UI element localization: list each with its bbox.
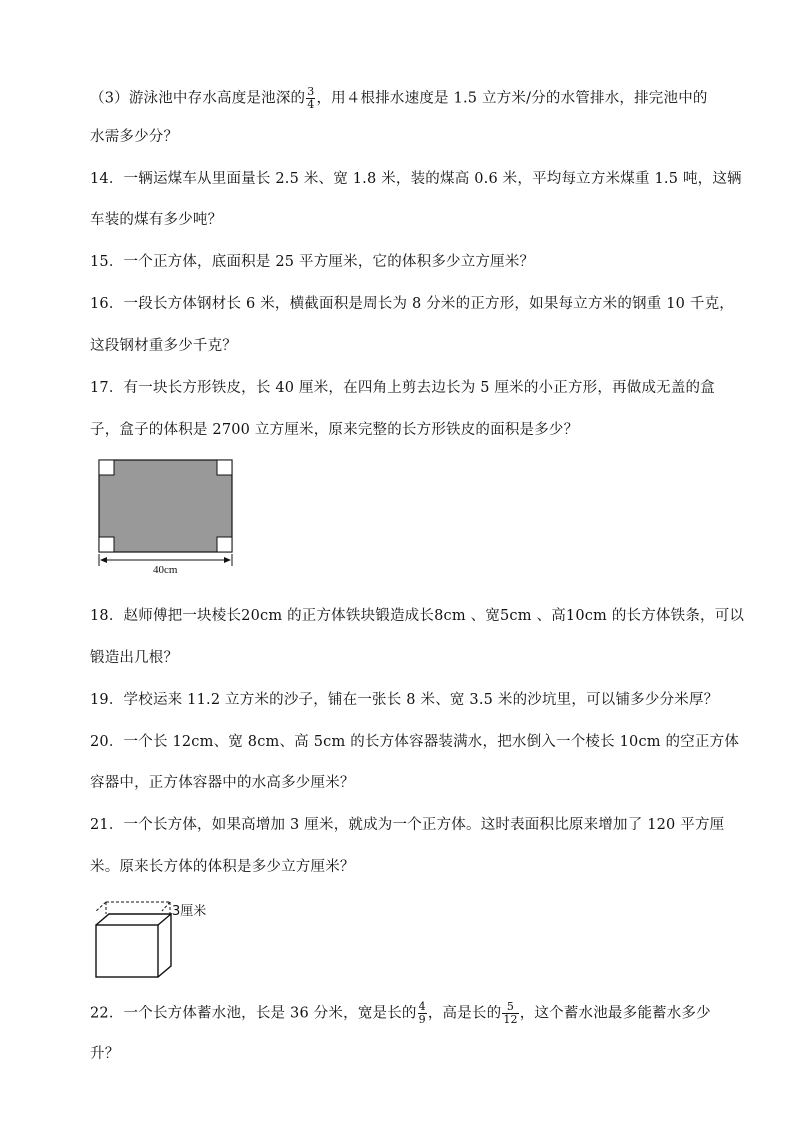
q22-text-b: ，高是长的 [427, 1005, 502, 1022]
corner-square-tr [217, 460, 232, 475]
q13-3-line1 [90, 86, 708, 111]
q15-line1: 15．一个正方体，底面积是 25 平方厘米，它的体积多少立方厘米？ [90, 254, 535, 270]
q21-height-label: 3厘米 [172, 904, 207, 919]
corner-square-bl [99, 537, 114, 552]
q14-line1: 14．一辆运煤车从里面量长 2.5 米、宽 1.8 米，装的煤高 0.6 米，平均每立方米煤重 1.5 吨，这辆 [90, 171, 742, 187]
q17-sheet-diagram [95, 456, 240, 576]
q13-3-text-a: （3）游泳池中存水高度是池深的 [90, 90, 306, 107]
q16-line2: 这段钢材重多少千克？ [90, 338, 237, 354]
q21-line1: 21．一个长方体，如果高增加 3 厘米，就成为一个正方体。这时表面积比原来增加了 120 平方厘 [90, 817, 725, 833]
q17-dimension-label: 40cm [153, 564, 178, 576]
q17-line1: 17．有一块长方形铁皮，长 40 厘米，在四角上剪去边长为 5 厘米的小正方形，再做成无盖的盒 [90, 380, 715, 396]
q13-3-line2: 水需多少分？ [90, 129, 179, 145]
cuboid-top-face [96, 914, 171, 925]
fraction-3-4: $\frac{3}{4}$ [307, 85, 315, 111]
arrow-left-icon [100, 557, 107, 563]
q19-line1: 19．学校运来 11.2 立方米的沙子，铺在一张长 8 米、宽 3.5 米的沙坑里，可以铺多少分米厚？ [90, 692, 719, 708]
sheet-rect [99, 460, 232, 552]
q22-text-c: ，这个蓄水池最多能蓄水多少 [519, 1005, 711, 1022]
q21-line2: 米。原来长方体的体积是多少立方厘米？ [90, 859, 355, 875]
corner-square-br [217, 537, 232, 552]
added-top-left [96, 902, 106, 911]
q20-line1: 20．一个长 12cm、宽 8cm、高 5cm 的长方体容器装满水，把水倒入一个棱长 10cm 的空正方体 [90, 734, 740, 750]
q18-line2: 锻造出几根？ [90, 650, 179, 666]
fraction-4-9: $\frac{4}{9}$ [418, 1000, 426, 1026]
q21-cuboid-diagram [92, 897, 232, 983]
cuboid-front-face [96, 925, 158, 977]
fraction-5-12: $\frac{5}{12}$ [503, 1000, 518, 1026]
q22-line2: 升？ [90, 1046, 120, 1062]
q22-line1 [90, 1001, 711, 1026]
q22-text-a: 22．一个长方体蓄水池，长是 36 分米，宽是长的 [90, 1005, 417, 1022]
q13-3-text-b: ，用４根排水速度是 1.5 立方米/分的水管排水，排完池中的 [316, 90, 708, 107]
q16-line1: 16．一段长方体钢材长 6 米，横截面积是周长为 8 分米的正方形，如果每立方米的钢重 10 千克， [90, 296, 735, 312]
q14-line2: 车装的煤有多少吨？ [90, 212, 223, 228]
corner-square-tl [99, 460, 114, 475]
added-top-right [162, 902, 170, 911]
q18-line1: 18．赵师傅把一块棱长20cm 的正方体铁块锻造成长8cm 、宽5cm 、高10cm 的长方体铁条，可以 [90, 608, 745, 624]
q17-line2: 子，盒子的体积是 2700 立方厘米，原来完整的长方形铁皮的面积是多少？ [90, 422, 579, 438]
arrow-right-icon [224, 557, 231, 563]
q20-line2: 容器中，正方体容器中的水高多少厘米？ [90, 775, 355, 791]
